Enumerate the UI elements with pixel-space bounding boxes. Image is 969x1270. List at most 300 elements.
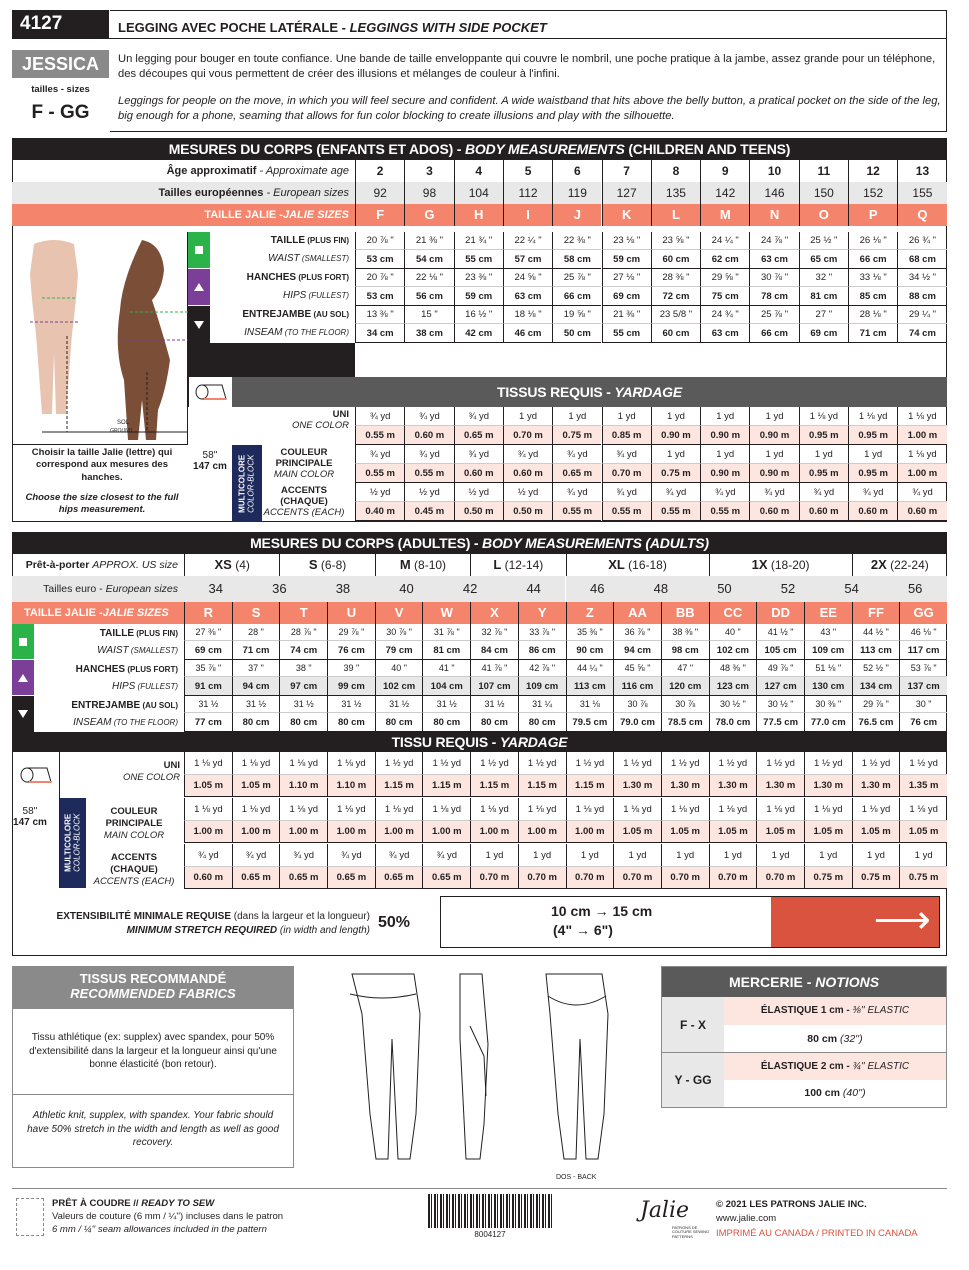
age-cell: 12 (848, 160, 897, 182)
adult-jalie-label: TAILLE JALIE -JALIE SIZES (12, 602, 184, 624)
measure-imperial-cell: 23 ⅝ " (651, 232, 700, 250)
adult-imperial-cell: 28 " (232, 624, 280, 641)
adult-jalie-cell: EE (804, 602, 852, 624)
measure-metric-cell: 55 cm (454, 250, 503, 269)
adult-imperial-cell: 30 ½ " (756, 696, 804, 713)
measure-imperial-cell: 18 ⅛ " (503, 306, 552, 324)
hips-icon (188, 269, 210, 306)
adults-title: MESURES DU CORPS (ADULTES) - BODY MEASUREMENTS (ADULTS) (12, 532, 947, 554)
fabrics-title: TISSUS RECOMMANDÉ RECOMMENDED FABRICS (13, 967, 293, 1009)
rtw-label: Prêt-à-porter APPROX. US size (25, 559, 178, 571)
adult-metric-cell: 76 cm (327, 641, 375, 660)
age-cell: 11 (799, 160, 848, 182)
yardage-yd-cell: 1 yd (651, 445, 700, 464)
adult-jalie-cell: U (327, 602, 375, 624)
adult-imperial-cell: 31 ⅛ (566, 696, 614, 713)
seam-icon (16, 1198, 44, 1236)
measure-metric-cell: 85 cm (848, 287, 897, 306)
measure-metric-cell: 55 cm (602, 324, 651, 343)
measure-imperial-cell: 19 ⅝ " (552, 306, 601, 324)
adult-imperial-cell: 48 ⅜ " (709, 660, 757, 677)
measure-metric-cell: 88 cm (897, 287, 946, 306)
yardage-yd-cell: 1 yd (749, 407, 798, 426)
measure-imperial-cell: 25 ½ " (799, 232, 848, 250)
measure-metric-cell: 66 cm (749, 324, 798, 343)
adult-imperial-cell: 36 ⅞ " (613, 624, 661, 641)
yardage-m-cell: 0.90 m (700, 426, 749, 445)
adult-jalie-cell: X (470, 602, 518, 624)
adult-yardage-m-cell: 0.70 m (566, 867, 614, 889)
jalie-size-cell: H (454, 204, 503, 226)
stretch-percent: 50% (378, 914, 411, 931)
measure-metric-cell: 56 cm (404, 287, 453, 306)
adult-yardage-yd-cell: ¾ yd (327, 844, 375, 867)
yardage-m-cell: 0.90 m (651, 426, 700, 445)
measure-imperial-cell: 24 ¼ " (700, 232, 749, 250)
adult-metric-cell: 94 cm (613, 641, 661, 660)
measure-metric-cell: 58 cm (552, 250, 601, 269)
adult-metric-cell: 107 cm (470, 677, 518, 696)
adult-yardage-m-cell: 1.10 m (279, 775, 327, 797)
measure-metric-cell: 54 cm (404, 250, 453, 269)
age-label: Âge approximatif - Approximate age (166, 165, 349, 177)
adult-metric-cell: 80 cm (232, 713, 280, 732)
measure-imperial-cell: 25 ⅞ " (552, 269, 601, 287)
adult-jalie-cell: DD (756, 602, 804, 624)
leggings-technical-drawings (330, 966, 620, 1181)
waist-icon (188, 232, 210, 269)
measure-imperial-cell: 30 ⅞ " (749, 269, 798, 287)
adult-imperial-cell: 41 " (422, 660, 470, 677)
euro-size-cell: 150 (799, 182, 848, 204)
adult-metric-cell: 79.0 cm (613, 713, 661, 732)
adult-yardage-yd-cell: 1 ½ yd (518, 752, 566, 775)
yardage-m-cell: 0.55 m (552, 502, 601, 521)
euro-size-cell: 142 (700, 182, 749, 204)
measure-imperial-cell: 22 ⅛ " (404, 269, 453, 287)
adult-imperial-cell: 49 ⅞ " (756, 660, 804, 677)
age-cell: 7 (602, 160, 651, 182)
adult-euro-cell: 46 (566, 576, 630, 602)
adult-yardage-yd-cell: ¾ yd (279, 844, 327, 867)
adult-imperial-cell: 47 " (661, 660, 709, 677)
adult-yardage-m-cell: 0.70 m (613, 867, 661, 889)
adult-metric-cell: 69 cm (184, 641, 232, 660)
age-cell: 3 (404, 160, 453, 182)
jalie-size-cell: P (848, 204, 897, 226)
rtw-size-cell: XL (16-18) (566, 554, 709, 576)
measure-imperial-cell: 28 ⅜ " (651, 269, 700, 287)
adult-imperial-cell: 31 ½ (279, 696, 327, 713)
measure-imperial-cell: 20 ⅞ " (355, 269, 404, 287)
adult-metric-cell: 117 cm (899, 641, 947, 660)
adult-imperial-cell: 43 " (804, 624, 852, 641)
adult-metric-cell: 86 cm (518, 641, 566, 660)
size-range: F - GG (31, 102, 90, 123)
adult-euro-cell: 34 (184, 576, 248, 602)
measure-metric-cell: 69 cm (799, 324, 848, 343)
measure-metric-cell: 50 cm (552, 324, 601, 343)
age-cell: 2 (355, 160, 404, 182)
adult-imperial-cell: 35 ⅞ " (184, 660, 232, 677)
adult-metric-cell: 105 cm (756, 641, 804, 660)
yardage-m-cell: 0.55 m (355, 464, 404, 483)
euro-label: Tailles européennes - European sizes (12, 182, 355, 204)
adult-metric-cell: 80 cm (518, 713, 566, 732)
adult-yardage-m-cell: 0.70 m (661, 867, 709, 889)
svg-text:SOL: SOL (117, 420, 130, 426)
rtw-size-cell: M (8-10) (375, 554, 470, 576)
adult-measure-label: TAILLE (PLUS FIN) WAIST (SMALLEST) (97, 628, 178, 656)
adult-yardage-m-cell: 0.65 m (232, 867, 280, 889)
yardage-m-cell: 0.60 m (503, 464, 552, 483)
adult-yardage-m-cell: 1.00 m (232, 821, 280, 843)
adult-jalie-cell: V (375, 602, 423, 624)
measure-imperial-cell: 21 ¾ " (454, 232, 503, 250)
yardage-yd-cell: ¾ yd (552, 483, 601, 502)
adult-euro-cell: 44 (502, 576, 566, 602)
adult-imperial-cell: 45 ⅝ " (613, 660, 661, 677)
adult-yardage-yd-cell: 1 ⅛ yd (232, 798, 280, 821)
jalie-size-cell: O (799, 204, 848, 226)
age-cell: 13 (897, 160, 946, 182)
adult-metric-cell: 137 cm (899, 677, 947, 696)
yardage-yd-cell: ¾ yd (700, 483, 749, 502)
adult-multicolore-label: MULTICOLORE COLOR-BLOCK (60, 798, 86, 888)
adult-yardage-m-cell: 0.75 m (899, 867, 947, 889)
adult-imperial-cell: 33 ⅞ " (518, 624, 566, 641)
yardage-yd-cell: 1 yd (552, 407, 601, 426)
yardage-yd-cell: ¾ yd (799, 483, 848, 502)
measure-metric-cell: 62 cm (700, 250, 749, 269)
yardage-yd-cell: 1 ⅛ yd (897, 407, 946, 426)
adult-metric-cell: 79 cm (375, 641, 423, 660)
adult-yardage-m-cell: 1.05 m (232, 775, 280, 797)
measure-metric-cell: 65 cm (799, 250, 848, 269)
kids-row-labels (12, 160, 355, 226)
measure-imperial-cell: 15 " (404, 306, 453, 324)
adult-imperial-cell: 31 ½ (470, 696, 518, 713)
euro-size-cell: 155 (897, 182, 946, 204)
yardage-yd-cell: ½ yd (454, 483, 503, 502)
adult-metric-cell: 77 cm (184, 713, 232, 732)
adult-jalie-cell: T (279, 602, 327, 624)
adult-imperial-cell: 31 ½ (327, 696, 375, 713)
adult-yardage-m-cell: 1.05 m (804, 821, 852, 843)
stretch-label: EXTENSIBILITÉ MINIMALE REQUISE (dans la largeur et la longueur) MINIMUM STRETCH REQUIRED (in width and length) (56, 911, 370, 936)
yardage-yd-cell: ¾ yd (404, 445, 453, 464)
adult-metric-cell: 104 cm (422, 677, 470, 696)
adult-yardage-m-cell: 0.75 m (852, 867, 900, 889)
adult-yardage-yd-cell: ¾ yd (375, 844, 423, 867)
measure-metric-cell: 53 cm (355, 250, 404, 269)
age-cell: 8 (651, 160, 700, 182)
measure-imperial-cell: 29 ¼ " (897, 306, 946, 324)
adult-jalie-cell: W (422, 602, 470, 624)
measure-imperial-cell: 27 ⅛ " (602, 269, 651, 287)
adult-imperial-cell: 41 ⅞ " (470, 660, 518, 677)
adult-yardage-m-cell: 1.05 m (613, 821, 661, 843)
adult-euro-header (184, 576, 947, 602)
yardage-m-cell: 0.85 m (602, 426, 651, 445)
adult-yardage-yd-cell: ¾ yd (184, 844, 232, 867)
yardage-m-cell: 0.60 m (848, 502, 897, 521)
adult-yardage-m-cell: 1.15 m (566, 775, 614, 797)
jalie-size-cell: G (404, 204, 453, 226)
yardage-label: ACCENTS (CHAQUE) ACCENTS (EACH) (263, 485, 345, 518)
adult-yardage-yd-cell: 1 ⅛ yd (327, 752, 375, 775)
adult-yardage-yd-cell: 1 ⅛ yd (422, 798, 470, 821)
measure-metric-cell: 57 cm (503, 250, 552, 269)
measure-metric-cell: 72 cm (651, 287, 700, 306)
adult-yardage-m-cell: 0.70 m (470, 867, 518, 889)
measure-imperial-cell: 22 ¼ " (503, 232, 552, 250)
adult-yardage-m-cell: 1.30 m (852, 775, 900, 797)
yardage-m-cell: 0.75 m (651, 464, 700, 483)
yardage-m-cell: 0.60 m (749, 502, 798, 521)
adult-metric-cell: 120 cm (661, 677, 709, 696)
stretch-inch: (4" → 6") (553, 922, 613, 938)
measure-imperial-cell: 23 5/8 " (651, 306, 700, 324)
measure-imperial-cell: 34 ½ " (897, 269, 946, 287)
jalie-size-cell: I (503, 204, 552, 226)
notions-size-1: F - X (662, 997, 724, 1052)
yardage-m-cell: 0.55 m (700, 502, 749, 521)
adult-yardage-yd-cell: 1 yd (756, 844, 804, 867)
euro-size-cell: 92 (355, 182, 404, 204)
adult-imperial-cell: 31 ½ (375, 696, 423, 713)
adult-yardage-yd-cell: 1 yd (518, 844, 566, 867)
adult-imperial-cell: 31 ½ (184, 696, 232, 713)
adult-yardage-m-cell: 0.70 m (709, 867, 757, 889)
yardage-m-cell: 0.75 m (552, 426, 601, 445)
measure-imperial-cell: 23 ⅜ " (454, 269, 503, 287)
adult-yardage-yd-cell: 1 yd (709, 844, 757, 867)
age-cell: 5 (503, 160, 552, 182)
adult-imperial-cell: 30 ⅜ " (804, 696, 852, 713)
adult-metric-cell: 97 cm (279, 677, 327, 696)
measure-metric-cell: 59 cm (454, 287, 503, 306)
measure-metric-cell: 69 cm (602, 287, 651, 306)
adult-metric-cell: 98 cm (661, 641, 709, 660)
adult-yardage-yd-cell: 1 ⅛ yd (279, 798, 327, 821)
adult-jalie-cell: Y (518, 602, 566, 624)
fabrics-box (12, 966, 294, 1168)
adult-yardage-yd-cell: 1 ⅛ yd (279, 752, 327, 775)
measure-metric-cell: 60 cm (651, 250, 700, 269)
adult-imperial-cell: 40 " (709, 624, 757, 641)
adult-yardage-yd-cell: 1 ½ yd (756, 752, 804, 775)
yardage-m-cell: 0.95 m (848, 464, 897, 483)
adult-yardage-m-cell: 1.15 m (470, 775, 518, 797)
yardage-m-cell: 0.40 m (355, 502, 404, 521)
adult-yardage-yd-cell: 1 ½ yd (709, 752, 757, 775)
measure-metric-cell: 78 cm (749, 287, 798, 306)
adult-yardage-yd-cell: 1 ⅛ yd (566, 798, 614, 821)
yardage-m-cell: 0.50 m (503, 502, 552, 521)
yardage-yd-cell: ¾ yd (454, 445, 503, 464)
adult-yardage-yd-cell: 1 ½ yd (470, 752, 518, 775)
jalie-logo: Jalie (640, 1198, 690, 1223)
measure-metric-cell: 46 cm (503, 324, 552, 343)
adult-metric-cell: 78.0 cm (709, 713, 757, 732)
adult-metric-cell: 81 cm (422, 641, 470, 660)
measure-metric-cell: 34 cm (355, 324, 404, 343)
adult-yardage-yd-cell: 1 ½ yd (422, 752, 470, 775)
adult-imperial-cell: 30 ½ " (709, 696, 757, 713)
euro-size-cell: 119 (552, 182, 601, 204)
yardage-label: COULEUR PRINCIPALE MAIN COLOR (273, 447, 335, 480)
measure-imperial-cell: 29 ⅝ " (700, 269, 749, 287)
adult-imperial-cell: 29 ⅞ " (327, 624, 375, 641)
jalie-size-cell: Q (897, 204, 946, 226)
adult-yardage-yd-cell: 1 ⅛ yd (804, 798, 852, 821)
back-label: DOS - BACK (556, 1174, 597, 1181)
yardage-yd-cell: ¾ yd (848, 483, 897, 502)
adult-imperial-cell: 31 ½ (422, 696, 470, 713)
adult-yardage-m-cell: 1.05 m (899, 821, 947, 843)
yardage-m-cell: 0.95 m (799, 464, 848, 483)
yardage-yd-cell: 1 yd (503, 407, 552, 426)
adult-jalie-cell: Z (566, 602, 614, 624)
adult-metric-cell: 94 cm (232, 677, 280, 696)
euro-size-cell: 135 (651, 182, 700, 204)
jalie-size-cell: L (651, 204, 700, 226)
adult-yardage-yd-cell: 1 yd (899, 844, 947, 867)
adult-imperial-cell: 31 ¼ (518, 696, 566, 713)
choose-size-note: Choisir la taille Jalie (lettre) qui correspond aux mesures des hanches. Choose the size closest to the full hips measurement. (25, 447, 179, 516)
adult-imperial-cell: 41 ½ " (756, 624, 804, 641)
measure-metric-cell: 74 cm (897, 324, 946, 343)
adult-metric-cell: 130 cm (804, 677, 852, 696)
adult-metric-cell: 76 cm (899, 713, 947, 732)
yardage-yd-cell: 1 ⅛ yd (799, 407, 848, 426)
adult-yardage-m-cell: 1.05 m (661, 821, 709, 843)
jalie-size-cell: K (602, 204, 651, 226)
adult-width-label: 58'' 147 cm (13, 806, 47, 828)
adult-euro-cell: 36 (248, 576, 312, 602)
kids-width-label: 58'' 147 cm (193, 450, 227, 472)
yardage-m-cell: 0.55 m (602, 502, 651, 521)
kids-title: MESURES DU CORPS (ENFANTS ET ADOS) - BODY MEASUREMENTS (CHILDREN AND TEENS) (12, 138, 947, 160)
adult-metric-cell: 102 cm (709, 641, 757, 660)
adult-imperial-cell: 28 ⅞ " (279, 624, 327, 641)
adult-metric-cell: 76.5 cm (852, 713, 900, 732)
adult-imperial-cell: 32 ⅞ " (470, 624, 518, 641)
adult-yardage-label: UNI ONE COLOR (122, 760, 180, 783)
euro-size-cell: 98 (404, 182, 453, 204)
adult-euro-cell: 54 (820, 576, 884, 602)
adult-metric-cell: 109 cm (804, 641, 852, 660)
adult-yardage-m-cell: 1.30 m (613, 775, 661, 797)
yardage-m-cell: 0.90 m (700, 464, 749, 483)
yardage-m-cell: 0.60 m (799, 502, 848, 521)
adult-yardage-yd-cell: 1 ½ yd (375, 752, 423, 775)
adult-imperial-cell: 31 ½ (232, 696, 280, 713)
yardage-yd-cell: ¾ yd (602, 445, 651, 464)
rtw-size-cell: 1X (18-20) (709, 554, 852, 576)
adult-yardage-yd-cell: 1 ½ yd (852, 752, 900, 775)
adult-metric-cell: 80 cm (279, 713, 327, 732)
adult-yardage-m-cell: 1.00 m (422, 821, 470, 843)
kids-multicolore-label: MULTICOLORE COLOR-BLOCK (232, 445, 262, 522)
yardage-yd-cell: ¾ yd (602, 483, 651, 502)
measure-imperial-cell: 13 ⅜ " (355, 306, 404, 324)
yardage-yd-cell: ½ yd (355, 483, 404, 502)
yardage-yd-cell: 1 yd (651, 407, 700, 426)
title-en: LEGGINGS WITH SIDE POCKET (349, 20, 547, 35)
adult-yardage-m-cell: 0.65 m (279, 867, 327, 889)
adult-metric-cell: 84 cm (470, 641, 518, 660)
yardage-m-cell: 0.65 m (552, 464, 601, 483)
notions-size-2: Y - GG (662, 1053, 724, 1107)
measure-metric-cell: 68 cm (897, 250, 946, 269)
desc-fr: Un legging pour bouger en toute confiance. Une bande de taille enveloppante qui couvre le nombril, une poche pratique à la jambe, assez grande pour un téléphone, des découpes qui vous permettent de créer des illusions et mélanges de couleur à l'infini. (118, 53, 936, 80)
adult-euro-cell: 56 (883, 576, 947, 602)
adult-yardage-yd-cell: 1 ⅛ yd (709, 798, 757, 821)
yardage-m-cell: 0.95 m (799, 426, 848, 445)
adult-metric-cell: 71 cm (232, 641, 280, 660)
adult-euro-cell: 52 (756, 576, 820, 602)
fabrics-fr: Tissu athlétique (ex: supplex) avec spandex, pour 50% d'extensibilité dans la largeur et la longueur ainsi qu'une bonne élasticité (bon retour). (13, 1009, 293, 1095)
age-cell: 9 (700, 160, 749, 182)
measure-imperial-cell: 32 " (799, 269, 848, 287)
adult-yardage-m-cell: 1.00 m (566, 821, 614, 843)
yardage-m-cell: 0.60 m (897, 502, 946, 521)
adult-imperial-cell: 46 ⅛ " (899, 624, 947, 641)
adult-yardage-yd-cell: 1 ½ yd (566, 752, 614, 775)
adult-imperial-cell: 38 ⅜ " (661, 624, 709, 641)
yardage-m-cell: 1.00 m (897, 464, 946, 483)
adult-yardage-yd-cell: 1 ⅛ yd (184, 752, 232, 775)
yardage-m-cell: 0.90 m (749, 426, 798, 445)
footer-divider (12, 1188, 947, 1189)
age-cell: 4 (454, 160, 503, 182)
yardage-m-cell: 0.70 m (602, 464, 651, 483)
adult-jalie-cell: S (232, 602, 280, 624)
adult-euro-cell: 38 (311, 576, 375, 602)
measure-metric-cell: 42 cm (454, 324, 503, 343)
adult-imperial-cell: 35 ⅜ " (566, 624, 614, 641)
adult-yardage-yd-cell: 1 ⅛ yd (852, 798, 900, 821)
pattern-code: 4127 (12, 10, 109, 38)
adult-yardage-m-cell: 1.00 m (470, 821, 518, 843)
adult-yardage-m-cell: 1.05 m (709, 821, 757, 843)
adult-euro-cell: 42 (438, 576, 502, 602)
measure-imperial-cell: 24 ⅝ " (503, 269, 552, 287)
adult-metric-cell: 102 cm (375, 677, 423, 696)
yardage-m-cell: 0.95 m (848, 426, 897, 445)
measure-metric-cell: 38 cm (404, 324, 453, 343)
adult-metric-cell: 80 cm (327, 713, 375, 732)
adult-yardage-m-cell: 1.05 m (852, 821, 900, 843)
adult-metric-cell: 116 cm (613, 677, 661, 696)
yardage-yd-cell: ¾ yd (651, 483, 700, 502)
adult-yardage-m-cell: 1.30 m (756, 775, 804, 797)
yardage-yd-cell: ½ yd (404, 483, 453, 502)
jalie-size-cell: M (700, 204, 749, 226)
measure-imperial-cell: 16 ½ " (454, 306, 503, 324)
measure-imperial-cell: 33 ⅛ " (848, 269, 897, 287)
measure-imperial-cell: 28 ⅛ " (848, 306, 897, 324)
adult-yardage-yd-cell: 1 ½ yd (899, 752, 947, 775)
adult-yardage-m-cell: 1.30 m (804, 775, 852, 797)
adult-yardage-yd-cell: 1 yd (804, 844, 852, 867)
barcode (428, 1194, 552, 1228)
adult-yardage-yd-cell: 1 ⅛ yd (327, 798, 375, 821)
fabrics-en: Athletic knit, supplex, with spandex. Your fabric should have 50% stretch in the width and length as well as good recovery. (27, 1110, 279, 1148)
adult-yardage-yd-cell: 1 yd (613, 844, 661, 867)
